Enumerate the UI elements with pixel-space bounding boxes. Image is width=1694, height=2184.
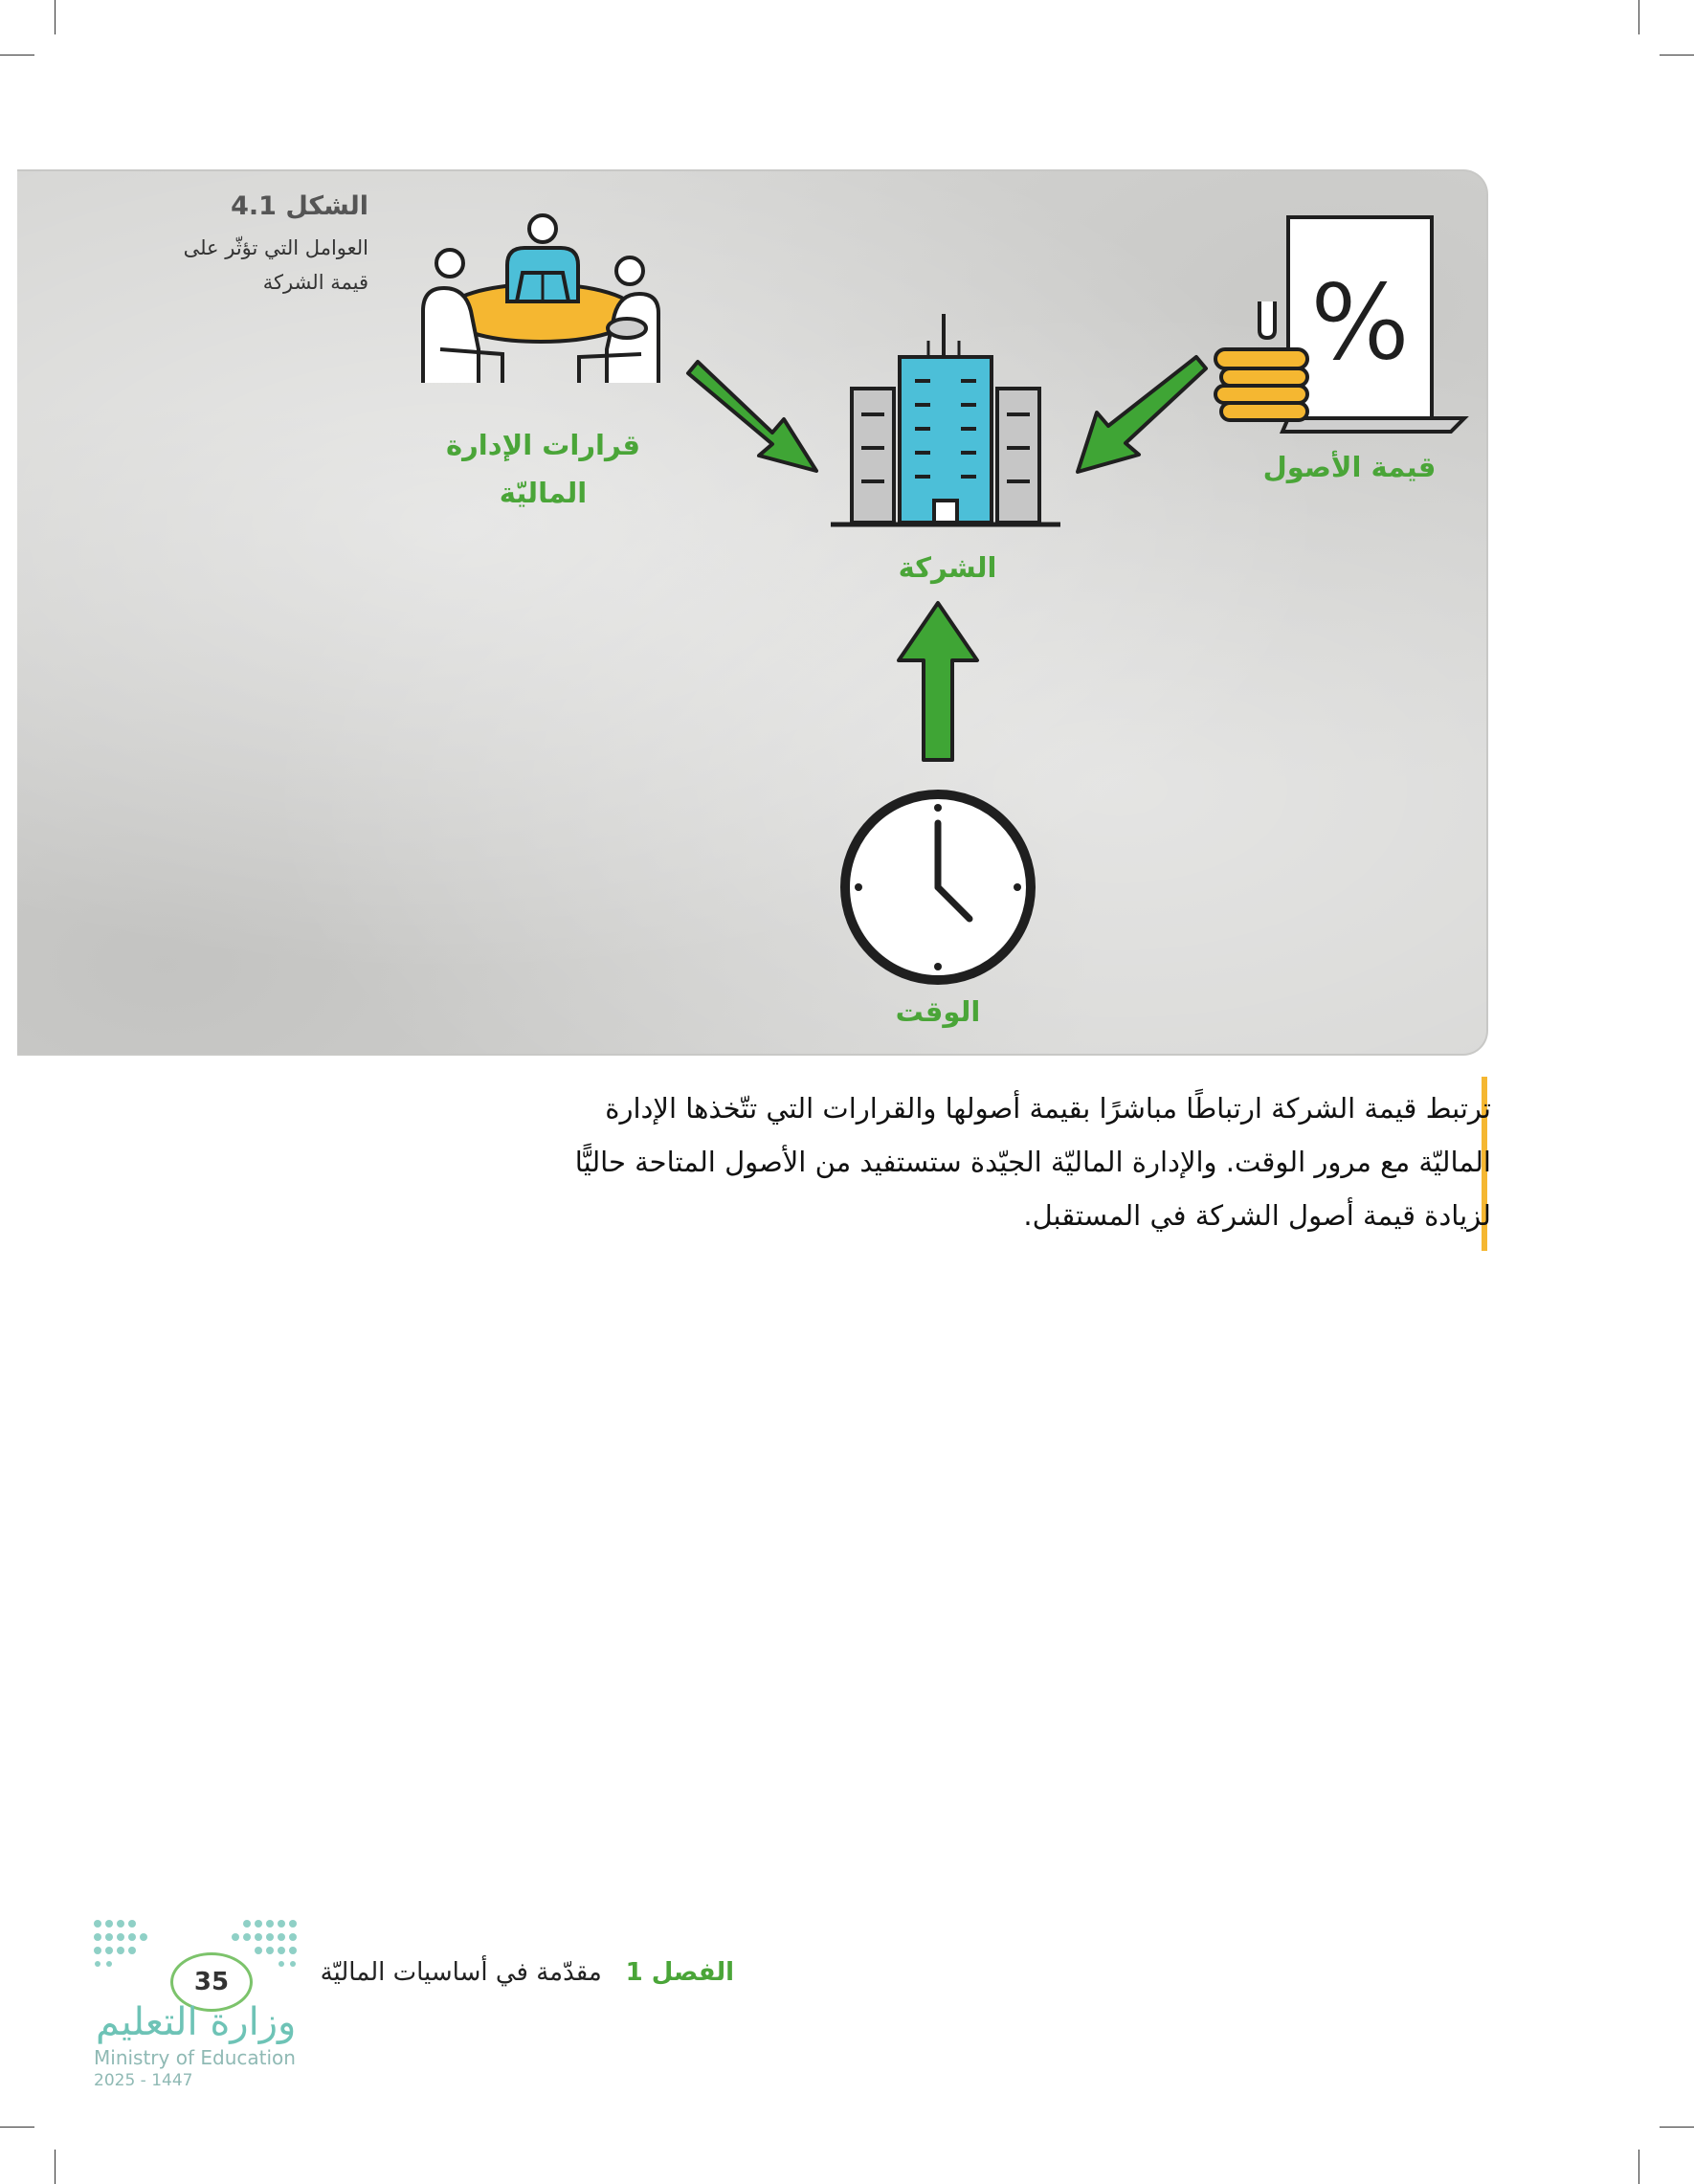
svg-text:%: % xyxy=(1309,261,1411,384)
clock-icon xyxy=(837,787,1038,988)
page-number: 35 xyxy=(170,1952,253,2012)
arrow-time-to-company xyxy=(895,599,981,764)
crop-mark xyxy=(0,2127,34,2128)
label-financial-decisions xyxy=(426,421,660,517)
label-line: الماليّة xyxy=(499,477,588,509)
body-line: الماليّة مع مرور الوقت. والإدارة الماليّة الجيّدة ستستفيد من الأصول المتاحة حاليًّا xyxy=(574,1146,1491,1178)
label-assets-value: قيمة الأصول xyxy=(1262,451,1437,483)
crop-mark xyxy=(1660,55,1694,56)
crop-mark xyxy=(55,0,56,34)
figure-caption-line: العوامل التي تؤثّر على xyxy=(183,236,368,259)
ministry-year: 2025 - 1447 xyxy=(94,2071,193,2090)
label-time: الوقت xyxy=(895,995,981,1028)
body-line: لزيادة قيمة أصول الشركة في المستقبل. xyxy=(1023,1199,1491,1232)
chapter-title: مقدّمة في أساسيات الماليّة xyxy=(320,1958,602,1987)
arrow-assets-to-company xyxy=(1070,349,1209,479)
figure-caption-line: قيمة الشركة xyxy=(262,271,368,294)
ministry-name-en: Ministry of Education xyxy=(94,2046,296,2069)
arrow-decisions-to-company xyxy=(684,345,823,479)
meeting-table-icon xyxy=(412,206,670,388)
crop-mark xyxy=(1660,2127,1694,2128)
label-line: قرارات الإدارة xyxy=(445,429,640,461)
figure-caption xyxy=(184,191,368,300)
crop-mark xyxy=(1638,2150,1639,2184)
label-company: الشركة xyxy=(898,551,997,584)
body-paragraph xyxy=(534,1081,1491,1242)
chapter-label: الفصل 1 xyxy=(625,1958,734,1987)
chapter-footer xyxy=(321,1958,734,1987)
crop-mark xyxy=(55,2150,56,2184)
crop-mark xyxy=(0,55,34,56)
crop-mark xyxy=(1638,0,1639,34)
body-line: ترتبط قيمة الشركة ارتباطًا مباشرًا بقيمة أصولها والقرارات التي تتّخذها الإدارة xyxy=(605,1092,1491,1125)
ministry-name-ar: وزارة التعليم xyxy=(96,2000,297,2044)
figure-caption-title: الشكل 4.1 xyxy=(231,191,368,221)
company-building-icon xyxy=(831,314,1060,529)
assets-percent-icon xyxy=(1214,215,1472,440)
